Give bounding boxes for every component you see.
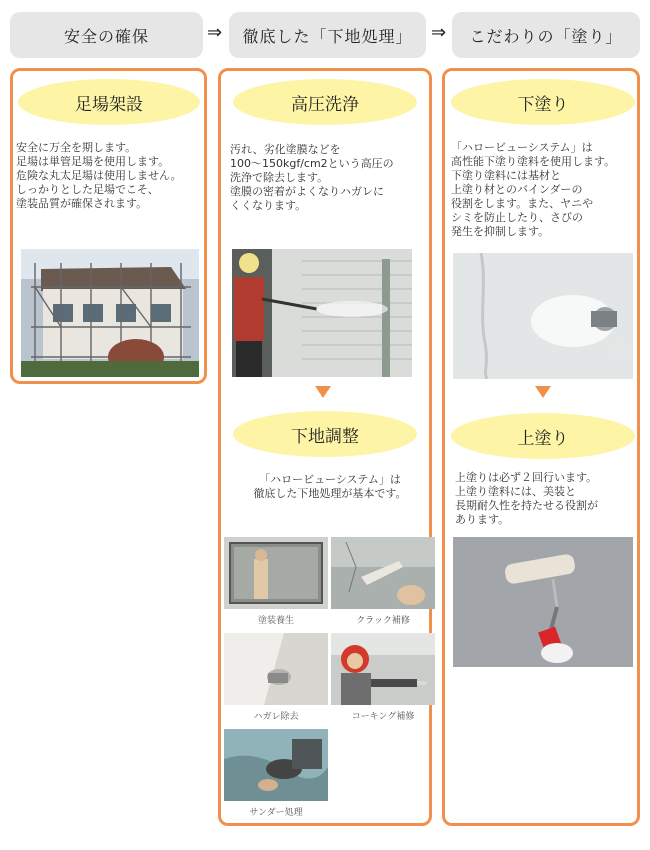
arrow-right-icon: ⇒: [431, 22, 447, 43]
panel-groundwork: [218, 68, 432, 826]
title-scaffolding: 足場架設: [18, 79, 200, 125]
photo-caulking: [331, 633, 435, 705]
title-undercoat: 下塗り: [451, 79, 635, 125]
tab-safety: 安全の確保: [10, 12, 203, 58]
caption-crack-repair: クラック補修: [356, 616, 410, 626]
photo-undercoat: [453, 253, 633, 379]
text-high-pressure-wash: 汚れ、劣化塗膜などを 100〜150kgf/cm2という高圧の 洗浄で除去します。 塗膜の密着がよくなりハガレに くくなります。: [230, 143, 394, 212]
photo-peel-removal: [224, 633, 328, 705]
caption-caulking: コーキング補修: [351, 712, 415, 722]
title-topcoat: 上塗り: [451, 413, 635, 459]
caption-masking: 塗装養生: [257, 616, 294, 626]
photo-scaffolding: [21, 249, 199, 377]
tab-painting: こだわりの「塗り」: [452, 12, 640, 58]
arrow-down-icon: [535, 386, 551, 398]
arrow-right-icon: ⇒: [207, 22, 223, 43]
photo-topcoat: [453, 537, 633, 667]
text-undercoat: 「ハロービューシステム」は 高性能下塗り塗料を使用します。 下塗り塗料には基材と 上塗り材とのバインダーの 役割をします。また、ヤニや シミを防止したり、さびの 発生を抑制します。: [451, 141, 616, 238]
tab-groundwork: 徹底した「下地処理」: [229, 12, 426, 58]
text-topcoat: 上塗りは必ず２回行います。 上塗り塗料には、美装と 長期耐久性を持たせる役割が あります。: [455, 471, 598, 526]
photo-high-pressure-wash: [232, 249, 412, 377]
caption-sanding: サンダー処理: [249, 808, 303, 818]
text-substrate-prep: 「ハロービューシステム」は 徹底した下地処理が基本です。: [253, 473, 407, 500]
text-scaffolding: 安全に万全を期します。 足場は単管足場を使用します。 危険な丸太足場は使用しません。 しっかりとした足場でこそ、 塗装品質が確保されます。: [16, 141, 182, 210]
panel-scaffolding: [10, 68, 207, 384]
photo-sanding: [224, 729, 328, 801]
arrow-down-icon: [315, 386, 331, 398]
title-high-pressure-wash: 高圧洗浄: [233, 79, 417, 125]
photo-masking: [224, 537, 328, 609]
photo-crack-repair: [331, 537, 435, 609]
title-substrate-prep: 下地調整: [233, 411, 417, 457]
panel-painting: [442, 68, 640, 826]
caption-peel-removal: ハガレ除去: [253, 712, 299, 722]
